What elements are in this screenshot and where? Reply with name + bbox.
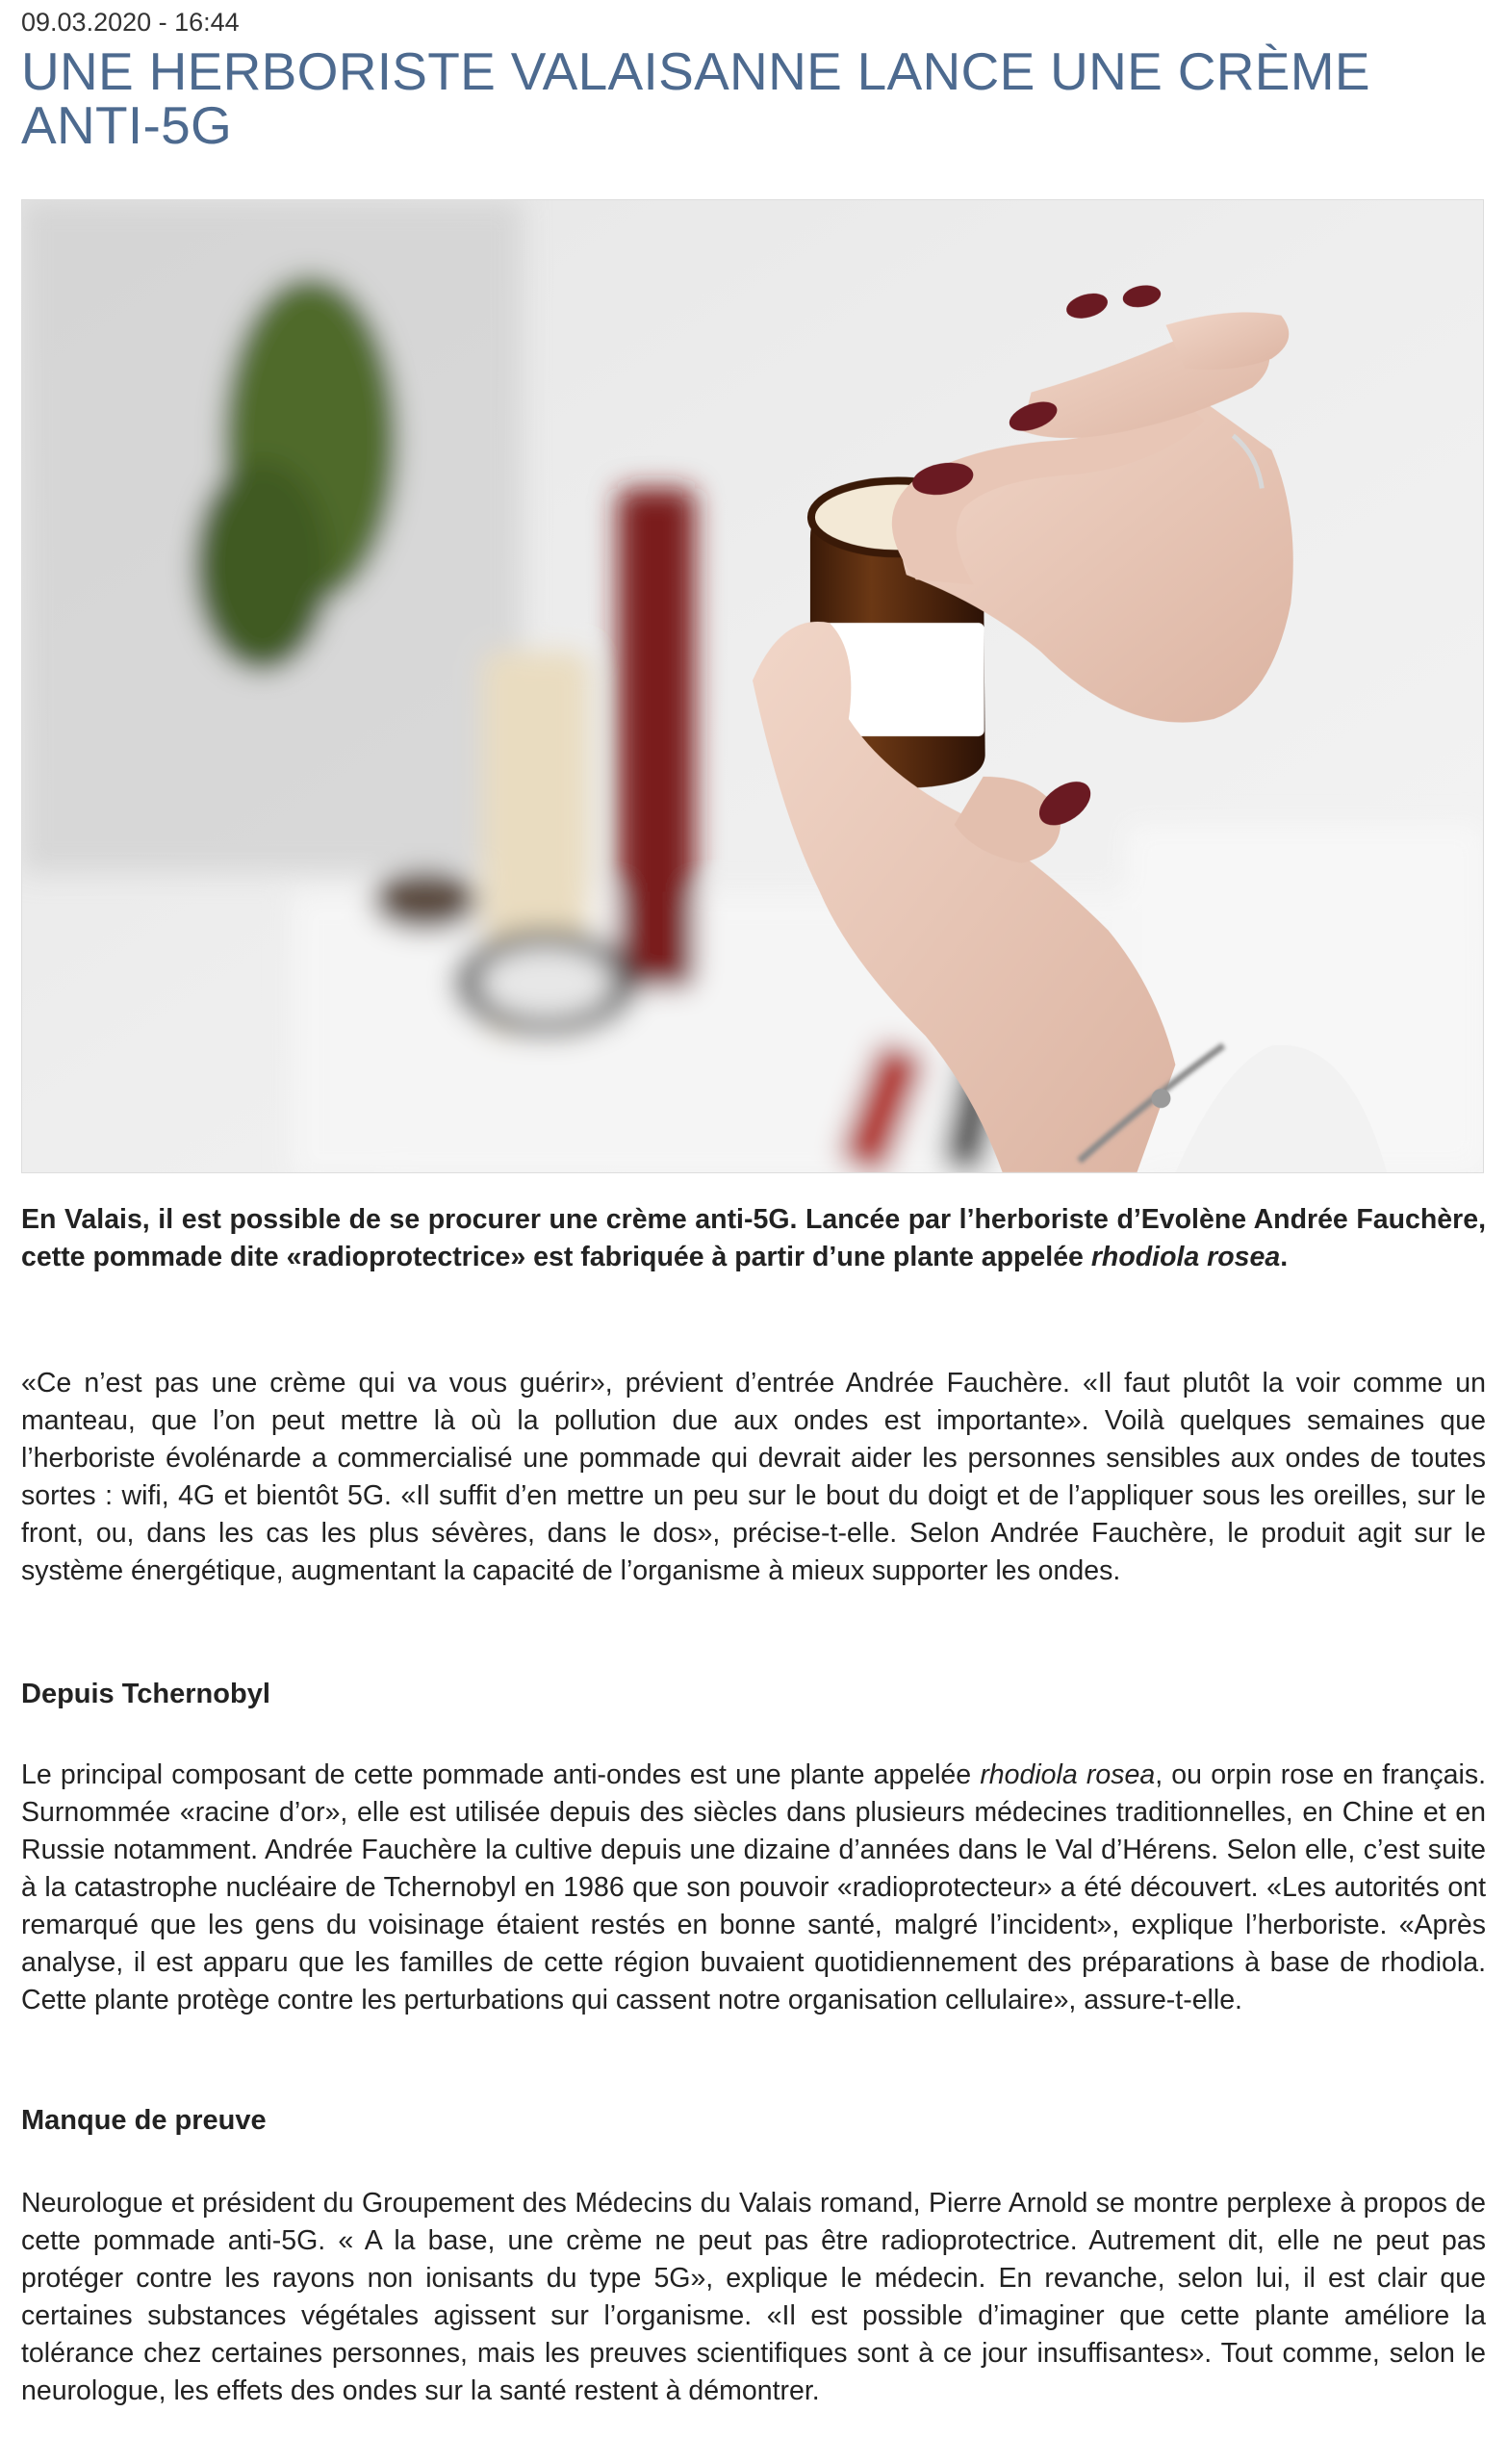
- subheading-tchernobyl: Depuis Tchernobyl: [21, 1679, 270, 1709]
- paragraph-1: «Ce n’est pas une crème qui va vous guérir», prévient d’entrée Andrée Fauchère. «Il faut plutôt la voir comme un manteau, que l’on peut mettre là où la pollution due aux ondes est importante». Voilà quelques semaines que l’herboriste évolénarde a commercialisé une pommade qui devrait aider les personnes sensibles aux ondes de toutes sortes : wifi, 4G et bientôt 5G. «Il suffit d’en mettre un peu sur le bout du doigt et de l’appliquer sous les oreilles, sur le front, ou, dans les cas les plus sévères, dans le dos», précise-t-elle. Selon Andrée Fauchère, le produit agit sur le système énergétique, augmentant la capacité de l’organisme à mieux supporter les ondes.: [21, 1368, 1486, 1586]
- lead-end: .: [1280, 1242, 1289, 1272]
- paragraph-2-plant-name: rhodiola rosea: [980, 1759, 1156, 1790]
- hero-photo-illustration: [22, 200, 1483, 1172]
- lead-plant-name: rhodiola rosea: [1090, 1242, 1281, 1272]
- paragraph-3: Neurologue et président du Groupement des Médecins du Valais romand, Pierre Arnold se montre perplexe à propos de cette pommade anti-5G. « A la base, une crème ne peut pas être radioprotectrice. Autrement dit, elle ne peut pas protéger contre les rayons non ionisants du type 5G», explique le médecin. En revanche, selon lui, il est clair que certaines substances végétales agissent sur l’organisme. «Il est possible d’imaginer que cette plante améliore la tolérance chez certaines personnes, mais les preuves scientifiques sont à ce jour insuffisantes». Tout comme, selon le neurologue, les effets des ondes sur la santé restent à démontrer.: [21, 2188, 1486, 2406]
- article-lead: [21, 1201, 1486, 1276]
- hero-image: [21, 199, 1484, 1173]
- paragraph-2-rest: , ou orpin rose en français. Surnommée «racine d’or», elle est utilisée depuis des siècles dans plusieurs médecines traditionnelles, en Chine et en Russie notamment. Andrée Fauchère la cultive depuis une dizaine d’années dans le Val d’Hérens. Selon elle, c’est suite à la catastrophe nucléaire de Tchernobyl en 1986 que son pouvoir «radioprotecteur» a été découvert. «Les autorités ont remarqué que les gens du voisinage étaient restés en bonne santé, malgré l’incident», explique l’herboriste. «Après analyse, il est apparu que les familles de cette région buvaient quotidiennement des préparations à base de rhodiola. Cette plante protège contre les perturbations qui cassent notre organisation cellulaire», assure-t-elle.: [21, 1759, 1486, 2015]
- paragraph-2: [21, 1757, 1486, 2019]
- lead-text: En Valais, il est possible de se procurer une crème anti-5G. Lancée par l’herboriste d’Evolène Andrée Fauchère, cette pommade dite «radioprotectrice» est fabriquée à partir d’une plante appelée: [21, 1204, 1486, 1272]
- article-date: 09.03.2020 - 16:44: [21, 8, 240, 37]
- paragraph-2-start: Le principal composant de cette pommade anti-ondes est une plante appelée: [21, 1759, 981, 1790]
- article-title: UNE HERBORISTE VALAISANNE LANCE UNE CRÈME ANTI-5G: [21, 41, 1370, 155]
- subheading-preuve: Manque de preuve: [21, 2105, 267, 2136]
